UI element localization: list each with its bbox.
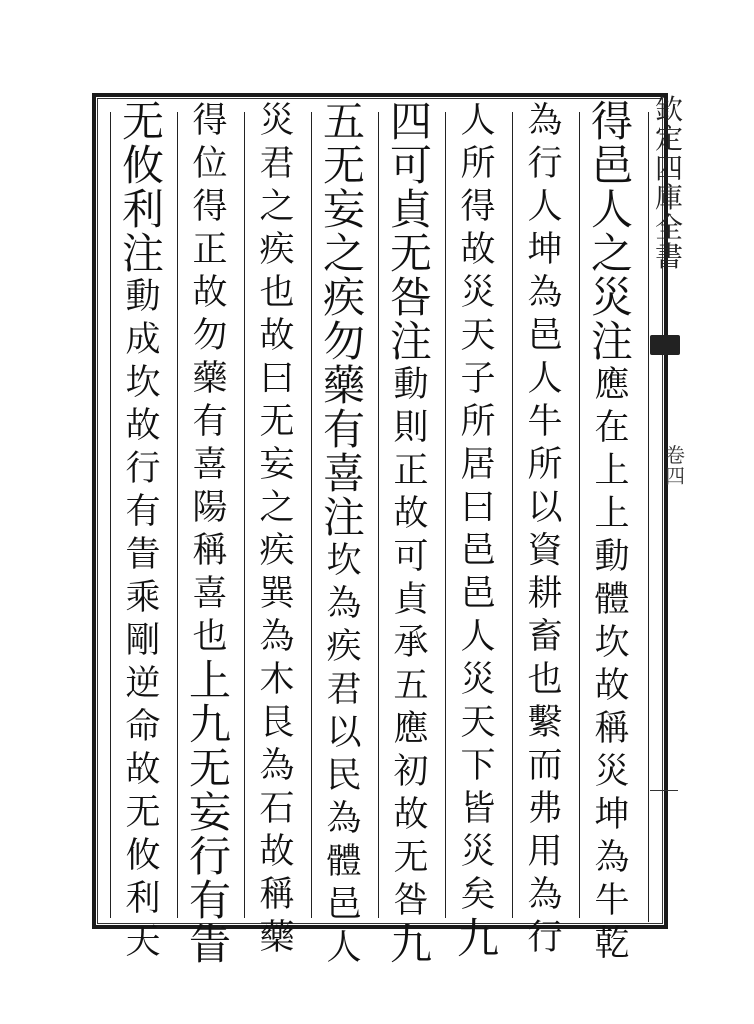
commentary-char: 故 <box>393 795 429 835</box>
commentary-char: 正 <box>393 451 429 491</box>
margin-rule <box>648 112 649 922</box>
title-char: 四 <box>654 151 683 185</box>
commentary-char: 喜 <box>192 445 228 485</box>
main-text-char: 无 <box>188 744 231 793</box>
commentary-char: 繫 <box>527 703 563 743</box>
commentary-char: 妄 <box>259 445 295 485</box>
commentary-char: 稱 <box>594 709 630 749</box>
commentary-char: 以 <box>326 713 362 753</box>
commentary-char: 陽 <box>192 488 228 528</box>
text-column <box>180 100 240 969</box>
commentary-char: 成 <box>125 320 161 360</box>
commentary-char: 應 <box>594 365 630 405</box>
commentary-char: 耕 <box>527 574 563 614</box>
commentary-char: 之 <box>259 488 295 528</box>
main-text-char: 无 <box>121 97 164 146</box>
commentary-char: 下 <box>460 746 496 786</box>
main-text-char: 九 <box>389 920 432 969</box>
commentary-char: 天 <box>460 316 496 356</box>
commentary-char: 貞 <box>393 580 429 620</box>
commentary-char: 用 <box>527 832 563 872</box>
commentary-char: 應 <box>393 709 429 749</box>
commentary-char: 乾 <box>594 924 630 964</box>
main-text-char: 四 <box>389 97 432 146</box>
column-rule <box>110 112 111 918</box>
main-text-char: 有 <box>188 876 231 925</box>
commentary-char: 有 <box>125 492 161 532</box>
commentary-char: 坎 <box>594 623 630 663</box>
commentary-char: 弗 <box>527 789 563 829</box>
commentary-char: 故 <box>192 273 228 313</box>
commentary-char: 无 <box>393 838 429 878</box>
column-rule <box>378 112 379 918</box>
commentary-char: 无 <box>125 793 161 833</box>
commentary-char: 災 <box>259 101 295 141</box>
commentary-char: 也 <box>192 617 228 657</box>
commentary-char: 故 <box>460 230 496 270</box>
commentary-char: 為 <box>527 273 563 313</box>
commentary-char: 曰 <box>460 488 496 528</box>
main-text-char: 咎 <box>389 273 432 322</box>
text-column <box>247 100 307 958</box>
main-text-char: 注 <box>389 317 432 366</box>
commentary-char: 曰 <box>259 359 295 399</box>
commentary-char: 行 <box>527 918 563 958</box>
commentary-char: 所 <box>527 445 563 485</box>
commentary-char: 位 <box>192 144 228 184</box>
text-column <box>448 100 508 963</box>
commentary-char: 命 <box>125 707 161 747</box>
commentary-char: 利 <box>125 879 161 919</box>
text-column <box>113 97 173 962</box>
commentary-char: 行 <box>527 144 563 184</box>
main-text-char: 眚 <box>188 920 231 969</box>
commentary-char: 疾 <box>259 531 295 571</box>
text-column <box>314 97 374 968</box>
commentary-char: 疾 <box>259 230 295 270</box>
volume-char: 四 <box>665 464 685 488</box>
commentary-char: 故 <box>594 666 630 706</box>
text-column <box>582 97 642 964</box>
commentary-char: 五 <box>393 666 429 706</box>
commentary-char: 也 <box>259 273 295 313</box>
commentary-char: 坎 <box>125 363 161 403</box>
commentary-char: 所 <box>460 144 496 184</box>
main-text-char: 无 <box>389 229 432 278</box>
main-text-char: 有 <box>322 405 365 454</box>
commentary-char: 以 <box>527 488 563 528</box>
commentary-char: 民 <box>326 756 362 796</box>
commentary-char: 疾 <box>326 627 362 667</box>
title-char: 書 <box>654 239 683 273</box>
commentary-char: 故 <box>393 494 429 534</box>
commentary-char: 畜 <box>527 617 563 657</box>
commentary-char: 資 <box>527 531 563 571</box>
commentary-char: 故 <box>125 406 161 446</box>
commentary-char: 而 <box>527 746 563 786</box>
commentary-char: 故 <box>259 316 295 356</box>
commentary-char: 得 <box>192 187 228 227</box>
book-title <box>650 95 688 335</box>
volume-char: 卷 <box>665 443 685 467</box>
commentary-char: 在 <box>594 408 630 448</box>
commentary-char: 上 <box>594 451 630 491</box>
main-text-char: 攸 <box>121 141 164 190</box>
commentary-char: 稱 <box>192 531 228 571</box>
commentary-char: 邑 <box>460 531 496 571</box>
commentary-char: 君 <box>326 670 362 710</box>
commentary-char: 邑 <box>527 316 563 356</box>
commentary-char: 有 <box>192 402 228 442</box>
commentary-char: 攸 <box>125 836 161 876</box>
commentary-char: 災 <box>460 273 496 313</box>
column-rule <box>177 112 178 918</box>
commentary-char: 邑 <box>460 574 496 614</box>
fish-tail-mark <box>650 335 680 355</box>
main-text-char: 注 <box>121 229 164 278</box>
title-char: 庫 <box>654 181 683 215</box>
commentary-char: 為 <box>326 584 362 624</box>
main-text-char: 人 <box>590 185 633 234</box>
commentary-char: 所 <box>460 402 496 442</box>
commentary-char: 藥 <box>259 918 295 958</box>
main-text-char: 行 <box>188 832 231 881</box>
title-char: 全 <box>654 210 683 244</box>
commentary-char: 承 <box>393 623 429 663</box>
column-rule <box>579 112 580 918</box>
main-text-char: 注 <box>322 493 365 542</box>
commentary-char: 正 <box>192 230 228 270</box>
commentary-char: 可 <box>393 537 429 577</box>
commentary-char: 君 <box>259 144 295 184</box>
commentary-char: 也 <box>527 660 563 700</box>
commentary-char: 巽 <box>259 574 295 614</box>
commentary-char: 初 <box>393 752 429 792</box>
commentary-char: 牛 <box>527 402 563 442</box>
commentary-char: 眚 <box>125 535 161 575</box>
commentary-char: 藥 <box>192 359 228 399</box>
commentary-char: 上 <box>594 494 630 534</box>
commentary-char: 人 <box>326 928 362 968</box>
main-text-char: 邑 <box>590 141 633 190</box>
commentary-char: 喜 <box>192 574 228 614</box>
main-text-char: 貞 <box>389 185 432 234</box>
main-text-char: 之 <box>590 229 633 278</box>
commentary-char: 為 <box>259 617 295 657</box>
main-text-char: 藥 <box>322 361 365 410</box>
commentary-char: 為 <box>527 875 563 915</box>
commentary-char: 子 <box>460 359 496 399</box>
commentary-char: 坤 <box>527 230 563 270</box>
commentary-char: 體 <box>326 842 362 882</box>
main-text-char: 上 <box>188 656 231 705</box>
margin-tick <box>650 790 678 791</box>
title-char: 定 <box>654 122 683 156</box>
main-text-char: 注 <box>590 317 633 366</box>
main-text-char: 疾 <box>322 273 365 322</box>
commentary-char: 則 <box>393 408 429 448</box>
commentary-char: 人 <box>527 359 563 399</box>
commentary-char: 牛 <box>594 881 630 921</box>
main-text-char: 无 <box>322 141 365 190</box>
main-text-char: 利 <box>121 185 164 234</box>
commentary-char: 剛 <box>125 621 161 661</box>
commentary-char: 人 <box>460 101 496 141</box>
commentary-char: 為 <box>259 746 295 786</box>
commentary-char: 居 <box>460 445 496 485</box>
commentary-char: 木 <box>259 660 295 700</box>
commentary-char: 為 <box>594 838 630 878</box>
commentary-char: 災 <box>594 752 630 792</box>
commentary-char: 勿 <box>192 316 228 356</box>
main-text-char: 之 <box>322 229 365 278</box>
commentary-char: 天 <box>125 922 161 962</box>
commentary-char: 无 <box>259 402 295 442</box>
commentary-char: 天 <box>460 703 496 743</box>
text-column <box>381 97 441 969</box>
commentary-char: 為 <box>326 799 362 839</box>
commentary-char: 故 <box>125 750 161 790</box>
commentary-char: 之 <box>259 187 295 227</box>
commentary-char: 行 <box>125 449 161 489</box>
main-text-char: 九 <box>456 914 499 963</box>
commentary-char: 災 <box>460 832 496 872</box>
text-column <box>515 100 575 958</box>
main-text-char: 可 <box>389 141 432 190</box>
commentary-char: 石 <box>259 789 295 829</box>
main-text-char: 九 <box>188 700 231 749</box>
commentary-char: 動 <box>125 277 161 317</box>
column-rule <box>445 112 446 918</box>
column-rule <box>512 112 513 918</box>
column-rule <box>311 112 312 918</box>
commentary-char: 稱 <box>259 875 295 915</box>
commentary-char: 體 <box>594 580 630 620</box>
main-text-char: 得 <box>590 97 633 146</box>
commentary-char: 得 <box>460 187 496 227</box>
commentary-char: 動 <box>594 537 630 577</box>
commentary-char: 災 <box>460 660 496 700</box>
commentary-char: 人 <box>527 187 563 227</box>
commentary-char: 為 <box>527 101 563 141</box>
commentary-char: 故 <box>259 832 295 872</box>
commentary-char: 邑 <box>326 885 362 925</box>
commentary-char: 坎 <box>326 541 362 581</box>
main-text-char: 妄 <box>188 788 231 837</box>
main-text-char: 妄 <box>322 185 365 234</box>
commentary-char: 皆 <box>460 789 496 829</box>
main-text-char: 勿 <box>322 317 365 366</box>
commentary-char: 人 <box>460 617 496 657</box>
commentary-char: 矣 <box>460 875 496 915</box>
commentary-char: 逆 <box>125 664 161 704</box>
commentary-char: 動 <box>393 365 429 405</box>
commentary-char: 咎 <box>393 881 429 921</box>
commentary-char: 艮 <box>259 703 295 743</box>
main-text-char: 喜 <box>322 449 365 498</box>
column-rule <box>244 112 245 918</box>
title-char: 欽 <box>654 93 683 126</box>
commentary-char: 坤 <box>594 795 630 835</box>
main-text-char: 五 <box>322 97 365 146</box>
volume-label <box>664 445 686 487</box>
commentary-char: 得 <box>192 101 228 141</box>
main-text-char: 災 <box>590 273 633 322</box>
commentary-char: 乘 <box>125 578 161 618</box>
